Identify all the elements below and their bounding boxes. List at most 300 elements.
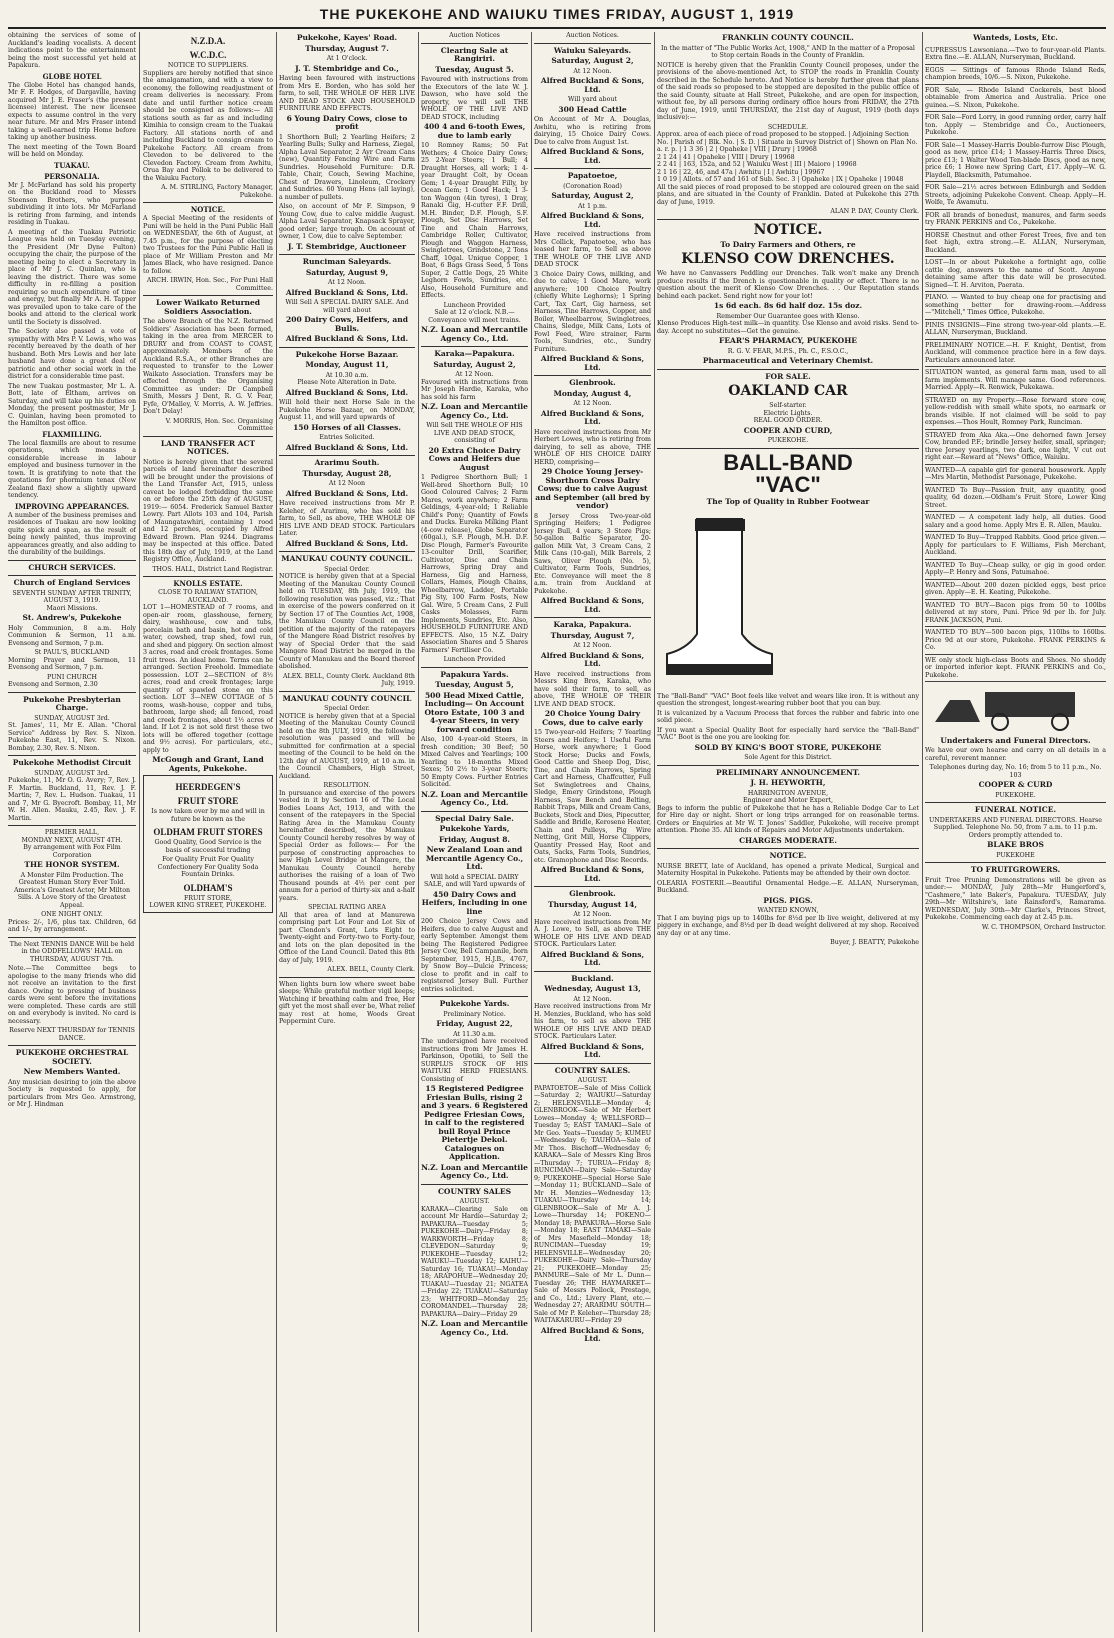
runciman-200: 200 Dairy Cows, Heifers, and Bulls.: [286, 315, 408, 333]
klenso-to: To Dairy Farmers and Others, re: [720, 239, 856, 249]
klenso-prices: 1s 6d each. 8s 6d half doz. 15s doz.: [713, 301, 863, 310]
divider: [8, 692, 136, 693]
rangiriri-sale: Sale at 12 o'clock. N.B.—Conveyance will meet trains.: [428, 309, 521, 324]
horse-note: Please Note Alteration in Date.: [297, 379, 397, 386]
divider: [421, 346, 528, 347]
land-transfer-heading: LAND TRANSFER ACT NOTICES.: [160, 438, 256, 456]
pukekohe-yards-heading: Pukekohe Yards,: [439, 824, 510, 833]
waiuku-date: Saturday, August 2,: [551, 56, 634, 65]
column-3: [279, 32, 415, 1632]
buckland-name: Alfred Buckland & Sons, Ltd.: [540, 1041, 645, 1059]
buckland-name: Alfred Buckland & Sons, Ltd.: [285, 488, 409, 498]
franklin-matter: In the matter of "The Public Works Act, 1908," AND In the matter of a Proposal to Stop certain Roads in the County of Franklin.: [661, 44, 915, 59]
schedule-header: Approx. area of each piece of road proposed to be stopped. | Adjoining Section No. | Parish of | Blk. No. | S. D. | Situate in Survey District of | Shown on Plan No.: [657, 131, 918, 146]
classified-ad: FOR all brands of bonedust, manures, and farm seeds try FRANK PERKINS and Co., Pukekohe.: [925, 210, 1106, 230]
column-divider: [531, 32, 532, 1632]
schedule-row: a. r. p. | 1 3 36 | 2 | Opaheke | VIII | Drury | 19968: [657, 146, 817, 153]
divider: [925, 802, 1106, 803]
presby-text: St. James', 11, Mr E. Allan. "Choral Service" Address by Rev. S. Nixon. Pukekohe East, 11, Rev. S. Nixon. Bombay, 2.30, Rev. S. Nixon.: [8, 722, 136, 752]
luncheon-text: Luncheon Provided: [443, 656, 506, 663]
standrews-text: Holy Communion, 8 a.m. Holy Communion & Sermon, 11 a.m. Evensong and Sermon, 7 p.m.: [8, 624, 136, 647]
divider: [279, 691, 415, 692]
column-divider: [654, 32, 655, 1632]
classified-ad: STRAYED from Aka Aka.—One dehorned fawn Jersey Cow, branded P.F.; brindle Jersey heifer, small, springer; three Jersey yearlings, two dark, one light, V cut out right ear.—Reward at "News" Office, Waiuku.: [925, 430, 1106, 465]
notice-heading: NOTICE.: [190, 205, 226, 214]
rangiriri-400: 400 4 and 6-tooth Ewes, due to lamb early: [423, 122, 526, 140]
classified-ad: WANTED—A capable girl for general housework. Apply—Mrs Martin, Methodist Parsonage, Pukekohe.: [925, 465, 1106, 485]
buckland-name: Alfred Buckland & Sons, Ltd.: [540, 354, 645, 372]
stpauls-text: Morning Prayer and Sermon, 11 Evensong and Sermon, 7 p.m.: [8, 656, 136, 671]
divider: [534, 375, 651, 376]
klenso-heading: [657, 252, 919, 267]
classified-ad: WANTED—About 200 dozen pickled eggs, best price given. Apply—E. H. Keating, Pukekohe.: [925, 580, 1106, 600]
honor-text: A Monster Film Production. The Greatest Human Story Ever Told. America's Greatest Actor, Mr Milton Sills. A Love Story of the Greatest Appeal.: [13, 871, 131, 909]
rating-area-heading: SPECIAL RATING AREA: [308, 904, 386, 911]
glenbrook-text: Have received instructions from Mr A. J. Lowe, to Sell, as above THE WHOLE OF HIS LIVE AND DEAD STOCK. Particulars Later.: [534, 918, 651, 948]
runciman-date: Saturday, August 9,: [305, 267, 389, 277]
divider: [657, 369, 919, 370]
suppliers-sub: NOTICE TO SUPPLIERS.: [167, 62, 249, 69]
pigs-text: That I am buying pigs up to 140lbs for 8½d per lb live weight, delivered at my piggery in exchange, and 8½d per lb dead weight delivered at my shop. Received any day or at any time.: [657, 914, 919, 937]
buckland-text: Have received instructions from Mr H. Menzies, Buckland, who has sold his farm, to sell as above THE WHOLE OF HIS LIVE AND DEAD STOCK. Particulars Later.: [534, 1003, 651, 1040]
town-board-text: The next meeting of the Town Board will be held on Monday.: [8, 143, 136, 158]
fear-town: PUKEKOHE: [806, 336, 857, 345]
pukekohe-yards-text: Will hold a SPECIAL DAIRY SALE, and will Yard upwards of: [423, 873, 525, 888]
kings-name: KING'S: [735, 742, 767, 752]
divider: [143, 295, 273, 296]
rangiriri-heading: Clearing Sale at Rangiriri.: [440, 45, 509, 63]
knolls-text: LOT 1—HOMESTEAD of 7 rooms, and open-air room, glasshouse, fernery, dairy, washhouse, cow and tubs, porcelain bath and basin, hot and cold water, cowshed, trap shed, fowl run, and shed and piggery. On section almost 3 acres, road and creek frontages. Some fruit trees. An ideal home. Terms can be arranged. Section Freehold. Immediate possession. LOT 2—SECTION of 8½ acres, road and creek frontages; large quantity of spawled stone on this section. LOT 3—NEW COTTAGE of 5 rooms, wash-house, copper and tubs, bathroom, large shed; all fenced, road and creek frontages, about 1½ acres of land. If Lot 2 is not sold first these two lots will be offered together (cottage and 9½ acres). For particulars, etc., apply to: [143, 604, 273, 754]
nzloan-name: N.Z. Loan and Mercantile Agency Co., Ltd.: [421, 1162, 528, 1180]
kayes-text: Having been favoured with instructions from Mrs E. Borden, who has sold her farm, to sell, THE WHOLE OF HER LIVE AND DEAD STOCK AND HOUSEHOLD FURNITURE AND EFFECTS.: [279, 75, 415, 112]
hearse-illustration: [925, 682, 1095, 732]
funeral-heading: FUNERAL NOTICE.: [974, 805, 1057, 814]
ararimu-text: Have received instructions from Mr P. Keleher, of Ararimu, who has sold his farm, to Sell, as above, THE WHOLE OF HIS LIVE AND DEAD STOCK. Particulars Later.: [279, 500, 415, 537]
classified-ad: HORSE Chestnut and other Forest Trees, five and ten feet high, extra strong.—E. ALLAN, Nurseryman, Buckland.: [925, 230, 1106, 258]
sold-by: SOLD BY: [694, 742, 733, 752]
karaka-text: Favoured with instructions from Mr Joseph Hardie, Karaka, who has sold his farm: [421, 378, 528, 401]
klenso-brand: KLENSO: [681, 251, 750, 267]
morris-signature: V. MORRIS, Hon. Sec. Organising Committee: [165, 417, 273, 432]
runciman-heading: Runciman Saleyards.: [302, 257, 392, 266]
charges-moderate: CHARGES MODERATE.: [739, 835, 837, 845]
oakland-feature: REAL GOOD ORDER.: [753, 417, 823, 424]
reserve-text: Reserve NEXT THURSDAY for TENNIS DANCE.: [9, 1027, 135, 1042]
buckland-name: Alfred Buckland & Sons, Ltd.: [540, 865, 645, 883]
intro-text: obtaining the services of some of Auckland's leading vocalists. A decent indications point to the entertainment being the most successful yet held at Papakura.: [8, 32, 136, 69]
classified-ad: FOR Sale—1 Massey-Harris Double-furrow Disc Plough, good as new, price £14; 1 Massey-Harris Three Discs, price £13; 1 Walter Wood Ten-blade Discs, good as new, price £6; 1 Howe new Spring Cart, £17. Apply—W. G. Playdell, Blacksmith, Patumahoe.: [925, 140, 1106, 183]
vac-top: The Top of Quality in Rubber Footwear: [706, 496, 870, 506]
standrews-heading: St. Andrew's, Pukekohe: [22, 613, 122, 622]
honor-heading: THE HONOR SYSTEM.: [24, 860, 120, 869]
schedule-row: 1 0 19 | Allots. of 57 and 161 of Sub. Sec. 3 | Opaheke | IX | Opaheke | 19048: [657, 176, 904, 183]
undertakers-phone: Telephones during day, No. 16; from 5 to 11 p.m., No. 103: [929, 764, 1102, 779]
papatoetoe-sub: (Coronation Road): [563, 182, 622, 190]
karaka-20: 20 Extra Choice Dairy Cows and Heifers due August: [428, 445, 521, 472]
fruitgrowers-text: Fruit Tree Pruning Demonstrations will be given as under:— MONDAY, July 28th—Mr Hungerford's, "Cashmere," late Baker's, Papakura. TUESDAY, July 29th—Mr Wiltshire's, late Rainsford's, Ramarama. WEDNESDAY, July 30th—Mr Clarke's, Princes Street, Pukekohe. Commencing each day at 2.45 p.m.: [925, 876, 1106, 921]
buckland-name: Alfred Buckland & Sons, Ltd.: [540, 147, 645, 165]
improving-heading: IMPROVING APPEARANCES.: [14, 501, 130, 511]
ararimu-date: Thursday, August 28,: [302, 468, 392, 478]
glenbrook-list: 8 Jersey Cross Two-year-old Springing Heifers; 1 Pedigree Jersey Bull, 4 years; 3 Store Pigs; 50-gallon Baltic Separator, 20-gallon Milk Vat, 3 Cream Cans, 2 Milk Cans (10-gal), Milk Barrels, 2 Saws, Oliver Plough (No. 5), Cultivator, Farm Tools, Sundries, Etc. Conveyance will meet the 8 a.m. train from Auckland at Pukekohe.: [534, 512, 651, 595]
flaxmilling-text: The local flaxmills are about to resume operations, which means a considerable increase in labour employed and business turnover in the town. It is gratifying to note that the quotations for phormium tenax (New Zealand flax) show a slightly upward tendency.: [8, 439, 136, 499]
land-transfer-text: Notice is hereby given that the several parcels of land hereinafter described will be brought under the provisions of the Land Transfer Act, 1915, unless caveat be lodged forbidding the same on or before the 25th day of AUGUST, 1919:— 6054. Frederick Samuel Baxter Lowry. Part Allots 103 and 104, Parish of Maungatawhiri, containing 1 rood and 12 perches, occupied by Alfred Edward Brown. Plan 9244. Diagrams may be inspected at this office. Dated this 18th day of July, 1919, at the Land Registry Office, Auckland.: [143, 458, 273, 563]
divider: [657, 848, 919, 849]
classified-ad: EGGS — Sittings of famous Rhode Island Reds, champion breeds, 10/6.—S. Nixon, Pukekohe.: [925, 65, 1106, 85]
papakura-500: 500 Head Mixed Cattle, Including— On Account Otoro Estate, 100 3 and 4-year Steers, in very forward condition: [424, 690, 525, 734]
nzloan-name: N.Z. Loan and Mercantile Agency Co., Ltd.: [421, 789, 528, 807]
fruitgrowers-heading: TO FRUITGROWERS.: [970, 865, 1061, 874]
country-sales-heading: COUNTRY SALES: [437, 1186, 512, 1196]
vac-heading: "VAC": [755, 471, 821, 497]
oldhams-sub: FRUIT STORE,: [183, 894, 233, 902]
buckland-name: Alfred Buckland & Sons, Ltd.: [540, 211, 645, 229]
classified-ad: WANTED To Buy—Passion fruit, any quantity, good quality, 6d dozen.—Oldham's Fruit Store, Lower King Street.: [925, 485, 1106, 513]
column-4: [421, 32, 528, 1632]
manukau-text: NOTICE is hereby given that at a Special Meeting of the Manukau County Council held on TUESDAY, 8th July, 1919, the following resolution was passed, viz.: That in exercise of the powers conferred on it by Section 17 of The Counties Act, 1908, the Manukau County Council on the petition of the majority of the ratepayers of the Mangere Road District resolves by way of Special Order that the said Mangere Road District be merged in the County of Manukau and the Board thereof abolished.: [279, 573, 415, 670]
fruit-store-heading: FRUIT STORE: [177, 796, 239, 806]
divider: [534, 886, 651, 887]
kings-store: BOOT STORE, PUKEKOHE: [768, 742, 882, 752]
divider: [8, 575, 136, 576]
presby-heading: Pukekohe Presbyterian Charge.: [23, 694, 121, 712]
day-signature: ALAN P. DAY, County Clerk.: [830, 208, 919, 215]
bell-signature: ALEX. BELL, County Clerk.: [327, 966, 415, 973]
flaxmilling-heading: FLAXMILLING.: [42, 429, 102, 439]
divider: [143, 202, 273, 203]
column-divider: [922, 32, 923, 1632]
divider: [8, 755, 136, 756]
auction-notices-heading: Auction Notices: [449, 32, 500, 39]
classified-ad: STRAYED on my Property.—Rose forward store cow, yellow-reddish with small white spots, no earmark or brands visible. If not claimed will be sold to pay expenses.—Thos Hoult, Romney Park, Runciman.: [925, 395, 1106, 430]
buckland-name: Alfred Buckland & Sons, Ltd.: [540, 650, 645, 668]
buckland-heading: Buckland.: [571, 973, 614, 983]
kayes-heading: Pukekohe, Kayes' Road.: [296, 33, 398, 42]
olearia-text: OLEARIA FOSTERII.—Beautiful Ornamental Hedge.—E. ALLAN, Nurseryman, Buckland.: [657, 879, 919, 894]
country-sales-month: AUGUST.: [459, 1198, 490, 1205]
waiuku-more: On Account of Mr A. Douglas, Awhitu, who is retiring from dairying, 15 Choice Dairy Cows. Due to calve from August 1st.: [534, 116, 651, 146]
karaka-20: 20 Choice Young Dairy Cows, due to calve early: [542, 709, 643, 727]
pigs-heading: PIGS. PIGS.: [763, 895, 813, 905]
vac-text: It is vulcanized by a Vacuum Process that forces the rubber and fabric into one solid piece.: [657, 709, 919, 724]
knolls-sub: CLOSE TO RAILWAY STATION, AUCKLAND.: [158, 589, 258, 604]
horse-time: At 10.30 a.m.: [325, 371, 369, 379]
horse-date: Monday, August 11,: [305, 360, 389, 369]
stembridge-name: J. T. Stembridge and Co.,: [295, 63, 399, 73]
rsa-text: The above Branch of the N.Z. Returned Soldiers' Association has been formed, taking in the area from MERCER to DRURY and from COAST to COAST, approximately. Members of the Auckland R.S.A., or other Branches are requested to transfer to the Lower Waikato Association. Transfers may be effected through the Organising Committee as under: Dr Campbell Smith, Messrs J Dent, R. G. V. Fear, Fyfe, O'Malley, V. Morris, A. W. Jeffries. Don't Delay!: [143, 318, 273, 415]
karaka-list: 15 Two-year-old Heifers; 7 Yearling Steers and Heifers; 1 Useful Farm Horse, work anywhere; 1 Good Stock Horse; Ducks and Fowls, Good Cattle and Sheep Dog, Disc, Tine, and Chain Harrows, Spring Cart and Harness, Chaffcutter, Full Set Swingletrees and Chains, Sledge, Emery Grindstone, Plough Harness, Saw Bench and Belting, Rabbit Traps, Milk and Cream Cans, Buckets, Stock and Dies, Pipecutter, Saddle and Bridle, Kerosene Heater, Chain and Pulleys, Pig Wire Netting, Grit Mill, Horse Clippers, Quantity Pressed Hay, Root and Oats, Sacks, Farm Tools, Sundries, etc. Gramophone and Disc Records.: [534, 729, 651, 864]
divider: [143, 436, 273, 437]
cooper-curd-name: COOPER & CURD: [978, 780, 1053, 789]
runciman-time: At 12 Noon.: [327, 279, 367, 286]
kayes-cows: 6 Young Dairy Cows, close to profit: [286, 113, 408, 131]
franklin-all: All the said pieces of road proposed to be stopped are coloured green on the said plans, and are situated in the County of Franklin. Dated at Pukekohe this 27th day of June, 1919.: [657, 183, 919, 206]
for-quality-text: For Quality Fruit For Quality Confectionery For Quality Soda Fountain Drinks.: [157, 856, 259, 878]
divider: [279, 977, 415, 978]
karaka-text-2: Will Sell THE WHOLE OF HIS LIVE AND DEAD STOCK, consisting of: [426, 422, 523, 444]
klenso-high: Klenso Produces High-test milk—in quantity. Use Klenso and avoid risks. Send to-day. Accept no substitutes—Get the genuine.: [657, 320, 919, 335]
manukau-heading: MANUKAU COUNTY COUNCIL.: [281, 554, 413, 563]
thompson-signature: W. C. THOMPSON, Orchard Instructor.: [981, 923, 1106, 931]
divider: [421, 811, 528, 812]
classified-ad: FOR Sale—Ford Lorry, in good running order, carry half ton. Apply — Stembridge and Co., Auctioneers, Pukekohe.: [925, 112, 1106, 140]
klenso-guarantee: Remember Our Guarantee goes with Klenso.: [716, 312, 860, 320]
coe-missions: Maori Missions.: [46, 604, 98, 612]
prelim-heading: PRELIMINARY ANNOUNCEMENT.: [715, 767, 861, 777]
buckland-date: Wednesday, August 13,: [544, 984, 641, 993]
divider: [534, 43, 651, 44]
column-7: [925, 32, 1106, 1632]
methodist-heading: Pukekohe Methodist Circuit: [12, 758, 132, 767]
buckland-name: Alfred Buckland & Sons, Ltd.: [540, 949, 645, 967]
classified-ad: WANTED TO BUY—Bacon pigs from 50 to 100lbs delivered at my store, Puni. Price 9d per lb. for July. FRANK JACKSON, Puni.: [925, 600, 1106, 628]
karaka-date: Saturday, August 2,: [433, 359, 516, 369]
cooper-town: PUKEKOHE.: [995, 791, 1036, 799]
kings-heading: [657, 744, 919, 753]
divider: [8, 560, 136, 561]
kayes-time: At 1 O'clock.: [326, 55, 368, 62]
ballband-heading: BALL-BAND: [723, 449, 853, 475]
rating-area-text: All that area of land at Manurewa comprising part Lot Four and Lot Six of part Clendon's Grant, Lots Eight to Twenty-eight and Forty-two to Forty-four, and lots on the plan deposited in the Office of the Land Council. Dated this 8th day of July, 1919.: [279, 911, 415, 964]
knolls-heading: KNOLLS ESTATE.: [173, 579, 243, 588]
buckland-name: Alfred Buckland & Sons, Ltd.: [285, 387, 409, 397]
classified-ad: WANTED TO BUY—500 bacon pigs, 110lbs to 160lbs. Price 9d at our store, Pukekohe. FRANK PERKINS & Co.: [925, 627, 1106, 655]
horse-text: Will hold their next Horse Sale in the Pukekohe Horse Bazaar, on MONDAY, August 11, and will yard upwards of: [279, 399, 415, 421]
nzloan-full-name: New Zealand Loan and Mercantile Agency Co., Ltd.: [425, 845, 524, 871]
divider: [8, 1045, 136, 1046]
fear-sub: R. G. V. FEAR, M.P.S., Ph. C., F.S.O.C.,: [727, 347, 849, 355]
ararimu-heading: Ararimu South.: [314, 458, 380, 467]
undertakers-heading: Undertakers and Funeral Directors.: [940, 735, 1091, 745]
divider: [279, 455, 415, 456]
divider: [279, 347, 415, 348]
entries-text: Entries Solicited.: [319, 434, 375, 441]
glenbrook-text: Have received instructions from Mr Herbert Lowes, who is retiring from dairying, to sell as above, THE WHOLE OF HIS CHOICE DAIRY HERD, comprising—: [534, 428, 651, 466]
auction-notices-heading: Auction Notices.: [566, 32, 619, 39]
personalia-text: Mr J. McFarland has sold his property on the Buckland road to Messrs Steenson Brothers, who purpose subdividing it into lots. Mr McFarland is retiring from farming, and intends residing in Tuakau.: [8, 181, 136, 226]
stirling-signature: A. M. STIRLING, Factory Manager, Pukekohe.: [161, 184, 273, 199]
resolution-heading: RESOLUTION.: [323, 782, 371, 789]
resolution-text: In pursuance and exercise of the powers vested in it by Section 16 of The Local Bodies Loans Act, 1913, and with the consent of the ratepayers in the Special Rating Area in the Manukau County hereinafter described, the Manukau County Council hereby resolves by way of Special Order as follows:— For the purpose of constructing approaches to new High Level Bridge at Mangere, the Manukau County Council hereby authorises the raising of a loan of Two Thousand pounds at 4½ per cent per annum for a period of thirty-six and a-half years.: [279, 789, 415, 902]
country-sales-list: PAPATOETOE—Sale of Miss Collick—Saturday 2; WAIUKU—Saturday 2; HELENSVILLE—Monday 4; GLENBROOK—Sale of Mr Herbert Lowes—Monday 4; WELLSFORD—Tuesday 5; EAST TAMAKI—Sale of Mr Geo. Yeats—Tuesday 5; KUMEU—Wednesday 6; TAUHOA—Sale of Mr Thos. Bischoff—Wednesday 6; KARAKA—Sale of Messrs King Bros—Thursday 7; TURUA—Friday 8; RUNCIMAN—Dairy Sale—Saturday 9; PUKEKOHE—Special Horse Sale—Monday 11; BUCKLAND—Sale of Mr H. Menzies—Wednesday 13; TUAKAU—Thursday 14; GLENBROOK—Sale of Mr A. J. Lowe—Thursday 14; POKENO—Monday 18; PAPAKURA—Horse Sale—Monday 18; EAST TAMAKI—Sale of Mrs Masefield—Monday 18; RUNCIMAN—Tuesday 19; HELENSVILLE—Wednesday 20; PUKEKOHE—Dairy Sale—Thursday 21; PUKEKOHE—Monday 25; PANMURE—Sale of Mr L. Dunn—Tuesday 26; THE HAYMARKET—Sale of Messrs Pollock, Prestage, and Co., Ltd.; Livery Plant, etc.—Wednesday 27; ARARIMU SOUTH—Sale of Mr P. Keleher—Thursday 28; WAITAKARURU—Friday 29: [534, 1084, 651, 1324]
orchestral-text: Any musician desiring to join the above Society is requested to apply, for particulars from Mrs Geo. Armstrong, or Mr J. Hindman: [8, 1078, 136, 1108]
irwin-signature: ARCH. IRWIN, Hon. Sec., For Puni Hall Committee.: [146, 277, 273, 292]
classified-ad: WANTED — A competent lady help, all duties. Good salary and a good home. Apply Mrs E. R. Allen, Mauku.: [925, 512, 1106, 532]
divider: [657, 219, 919, 220]
one-night: ONE NIGHT ONLY.: [41, 911, 103, 918]
papatoetoe-date: Saturday, August 2,: [551, 191, 634, 200]
glenbrook-date: Monday, August 4,: [553, 388, 632, 398]
vac-text: The "Ball-Band" "VAC" Boot feels like velvet and wears like iron. It is without any question the strongest, longest-wearing rubber boot that you can buy.: [657, 692, 919, 707]
pukekohe-yards-date: Friday, August 22,: [436, 1019, 513, 1028]
pukekohe-yards-time: At 11.30 a.m.: [453, 1030, 496, 1038]
manukau-heading: MANUKAU COUNTY COUNCIL: [282, 693, 412, 703]
puni-text: Evensong and Sermon, 2.30: [8, 681, 98, 688]
hall-signature: THOS. HALL, District Land Registrar.: [152, 565, 273, 573]
buckland-time: At 12 Noon.: [573, 995, 612, 1003]
blake-town: PUKEKOHE: [996, 851, 1035, 859]
glenbrook-heading: Glenbrook.: [569, 889, 616, 898]
divider: [421, 667, 528, 668]
waiuku-heading: Waiuku Saleyards.: [553, 45, 632, 55]
classified-ad: WANTED To Buy—Cheap sulky, or gig in good order. Apply—P. Henry and Sons, Patumahoe.: [925, 560, 1106, 580]
franklin-text: NOTICE is hereby given that the Franklin County Council proposes, under the provisions of the above-mentioned Act, to STOP the roads in Franklin County described in the Schedule hereto. And Notice is hereby further given that plans of the said roads so proposed to be stopped are deposited in the public office of the said County, situate at Hall Street, Pukekohe, and are open for inspection, without fee, by all persons during ordinary office hours from FRIDAY, the 27th day of June, 1919, until THURSDAY, the 21st day of August, 1919 (both days inclusive):—: [657, 61, 919, 121]
divider: [8, 825, 136, 826]
classified-ad: CUPRESSUS Lawsoniana.—Two to four-year-old Plants. Extra fine.—E. ALLAN, Nurseryman, Buckland.: [925, 45, 1106, 65]
good-quality-text: Good Quality, Good Service is the basis of successful trading: [154, 839, 262, 854]
divider: [8, 937, 136, 938]
oldhams-heading: OLDHAM'S: [183, 882, 233, 893]
masthead-rule: [8, 27, 1106, 29]
column-1: [8, 32, 136, 1632]
wcdc-heading: W.C.D.C.: [189, 50, 227, 60]
classified-ad: PIANO. — Wanted to buy cheap one for practising and something better for drawing-room.—Address—"Mitchell," Times Office, Pukekohe.: [925, 292, 1106, 320]
pigs-wanted: WANTED KNOWN,: [757, 907, 819, 914]
peppermint-poem: When lights burn low where sweet babe sleeps; While grateful mother vigil keeps; Watching if breathing calm and free, Her gift yet the most shall ever be, What relief may rest at home, Woods Great Peppermint Cure.: [279, 980, 415, 1025]
wanted-heading: Wanteds, Losts, Etc.: [973, 33, 1058, 42]
buckland-name: Alfred Buckland & Sons, Ltd.: [540, 76, 645, 94]
oldham-stores-heading: OLDHAM FRUIT STORES: [153, 827, 263, 837]
oakland-heading: OAKLAND CAR: [728, 383, 848, 399]
pukekohe-yards-text: The undersigned have received instructions from Mr James H. Parkinson, Opotiki, to Sell the SURPLUS STOCK OF HIS WAITUKI HERD FRIESIANS. Consisting of: [421, 1038, 528, 1083]
divider: [657, 448, 919, 449]
premier-date: MONDAY NEXT, AUGUST 4TH.: [21, 836, 123, 844]
heerdegen-heading: HEERDEGEN'S: [175, 782, 241, 792]
special-dairy-heading: Special Dairy Sale.: [435, 813, 514, 823]
preliminary-notice: Preliminary Notice.: [443, 1010, 506, 1018]
glenbrook-time: At 12 Noon.: [573, 911, 612, 918]
divider: [279, 551, 415, 552]
classified-ad: LOST—In or about Pukekohe a fortnight ago, collie cattle dog, answers to the name of Scott. Anyone detaining same after this date will be prosecuted. Signed—T. H. Arviton, Paerata.: [925, 257, 1106, 292]
premier-heading: PREMIER HALL,: [44, 829, 100, 836]
nurse-text: NURSE BRETT, late of Auckland, has opened a private Medical, Surgical and Maternity Hospital in Pukekohe. Patients may be attended by their own doctor.: [657, 862, 919, 877]
luncheon-text: Luncheon Provided: [443, 301, 506, 309]
cooper-curd-name: COOPER AND CURD,: [743, 425, 833, 435]
waiuku-300: 300 Head Cattle: [558, 104, 627, 114]
divider: [421, 996, 528, 997]
orchestral-sub: New Members Wanted.: [23, 1067, 121, 1076]
sympathy-text: The Society also passed a vote of sympathy with Mrs P. V. Lewis, who was recently bereaved by the death of her husband. Both Mrs Lewis and her late husband have done a great deal of patriotic and other social work in the district for a considerable time past.: [8, 328, 136, 380]
nzloan-name: N.Z. Loan and Mercantile Agency Co., Ltd.: [421, 402, 528, 420]
masthead: THE PUKEKOHE AND WAIUKU TIMES FRIDAY, AUGUST 1, 1919: [319, 6, 795, 22]
classified-ad: WANTED To Buy—Trapped Rabbits. Good price given.—Apply for particulars to F. Williams, Fish Merchant, Auckland.: [925, 532, 1106, 560]
karaka-time: At 12 Noon.: [455, 371, 494, 378]
tennis-note: Note.—The Committee begs to apologise to the many friends who did not receive an invitation to the first dance. Owing to pressing of business cards were sent before the invitations were completed. These cards are still on and everybody is invited. No card is necessary.: [8, 965, 136, 1025]
buckland-name: Alfred Buckland & Sons, Ltd.: [285, 538, 409, 548]
kings-agent: Sole Agent for this District.: [744, 754, 832, 761]
divider: [534, 1063, 651, 1064]
waiuku-text: Will yard about: [568, 96, 617, 103]
column-5: [534, 32, 651, 1632]
classified-ad: PRELIMINARY NOTICE.—H. F. Knight, Dentist, from Auckland, will commence practice here in a few days. Particulars announced later.: [925, 340, 1106, 368]
country-sales-list: KARAKA—Clearing Sale on account Mr Hardie—Saturday 2; PAPAKURA—Tuesday 5; PUKEKOHE—Dairy—Friday 8; WARKWORTH—Friday 8; CLEVEDON—Saturday 9; PUKEKOHE—Tuesday 12; WAIUKU—Tuesday 12; KAIHU—Saturday 16; TUAKAU—Monday 18; ARAPOHUE—Wednesday 20; TUAKAU—Tuesday 21; NGATEA—Friday 22; TUAKAU—Saturday 23; WHITFORD—Monday 25; COROMANDEL—Thursday 28; PAPAKURA—Dairy—Friday 29: [421, 1205, 528, 1318]
klenso-product: COW DRENCHES.: [753, 251, 895, 267]
rsa-heading: Lower Waikato Returned Soldiers Association.: [155, 298, 261, 316]
karaka-date: Thursday, August 7,: [550, 630, 635, 640]
kayes-also: Also, on account of Mr F. Simpson, 9 Young Cow, due to calve middle August. Alpha Laval Separator, Knapsack Sprayer, good order; large trough. On account of owner, 1 Cow, due to calve September.: [279, 203, 415, 240]
prices-text: Prices: 2/-, 1/6, plus tax. Children, 6d and 1/-, by arrangement.: [8, 918, 136, 933]
rangiriri-list: 10 Romney Rams; 50 Fat Wethers; 4 Choice Dairy Cows; 25 2-Year Steers; 1 Bull; 4 Draught Horses, all work; 1 4-year Draught Colt, by Ocean Gem; 1 4-year Draught Filly, by Ocean Gem; 1 Good Hack; 1 3-ton Waggon (4in tyres), 1 Dray, Ranaki Gig, H-cutter F.F. Drill, M.H. Binder, D.F. Plough, S.F. Plough, Set Disc Harrows, Set Tine and Chain Harrows, Cambridge Roller, Cultivator, Plough and Waggon Harness, Swingletrees, Grindstone, 2 Tons Chaff, 10gal. Unique Copper, 1 Boat, 6 Bags Grass Seed, 5 Tons Super, 2 Cattle Dogs, 25 White Leghorn Fowls, Sundries, etc. Also, Household Furniture and Effects.: [421, 142, 528, 299]
oldhams-address: LOWER KING STREET, PUKEKOHE.: [149, 902, 267, 909]
church-heading: CHURCH SERVICES.: [28, 562, 116, 572]
glenbrook-heading: Glenbrook.: [569, 378, 616, 387]
vac-text: If you want a Special Quality Boot for especially hard service the "Ball-Band" "VAC" Boot is the one you are looking for.: [657, 726, 919, 741]
suppliers-text: Suppliers are hereby notified that since the amalgamation, and with a view to economy, the following readjustment of cream deliveries is necessary. From date and until further notice cream should be consigned as follows:— All stations south as far as and including Kimihia to consign cream to the Tuakau Factory. All stations north of and including Buckland to consign cream to Pukekohe Factory. All cream from Clevedon to be delivered to the Clevedon Factory. Cream from Awhitu, Orua Bay and Pollok to be delivered to the Waiuku Factory.: [143, 69, 273, 182]
divider: [534, 617, 651, 618]
manukau-text: NOTICE is hereby given that at a Special Meeting of the Manukau County Council held on the 8th JULY, 1919, the following resolution was passed and will be submitted for confirmation at a special meeting of the Council to be held on the 12th day of AUGUST, 1919, at 10 a.m. in the Council Chambers, High Street, Auckland.: [279, 712, 415, 780]
karaka-heading: Karaka—Papakura.: [434, 349, 515, 358]
globe-hotel-heading: GLOBE HOTEL: [42, 71, 102, 81]
heyworth-text: Begs to inform the public of Pukekohe that he has a Reliable Dodge Car to Let for Hire day or night. Short or long trips arranged for on reasonable terms. Orders or Enquiries at Mr W. T. Jones' Saddler, Pukekohe, will receive prompt attention. Phone 35. All kinds of Repairs and Motor Adjustments undertaken.: [657, 804, 919, 834]
bell-signature: ALEX. BELL, County Clerk. Auckland 8th July, 1919.: [283, 672, 415, 687]
divider: [534, 971, 651, 972]
heyworth-address: HARRINGTON AVENUE,: [747, 789, 829, 797]
tuakau-heading: TUAKAU.: [54, 160, 90, 170]
pukekohe-yards-date: Friday, August 8.: [438, 834, 511, 844]
buckland-name: Alfred Buckland & Sons, Ltd.: [540, 596, 645, 614]
stembridge-auctioneer: J. T. Stembridge, Auctioneer: [287, 241, 407, 251]
manukau-special-order: Special Order.: [324, 705, 370, 712]
cooper-town: PUKEKOHE.: [767, 437, 809, 444]
heyworth-name: J. H. HEYWORTH,: [750, 778, 826, 787]
orchestral-heading: PUKEKOHE ORCHESTRAL SOCIETY.: [15, 1048, 129, 1066]
glenbrook-29: 29 Choice Young Jersey-Shorthorn Cross Dairy Cows; due to calve August and September (all bred by vendor): [535, 467, 650, 510]
oakland-feature: Electric Lights.: [763, 409, 813, 417]
fear-title: FEAR'S PHARMACY,: [719, 336, 805, 345]
pukekohe-yards-list: 200 Choice Jersey Cows and Heifers, due to calve August and early September. Amongst them being The Registered Pedigree Jersey Cow, Bell Campanile, born September, 1915, H.J.B., 4767, by Snow Boy—Dulcie Princess; close to profit and in calf to registered Jersey Bull. Further entries solicited.: [421, 918, 528, 993]
rangiriri-date: Tuesday, August 5.: [435, 64, 514, 74]
methodist-date: SUNDAY, AUGUST 3rd.: [34, 769, 110, 777]
coe-date: SEVENTH SUNDAY AFTER TRINITY, AUGUST 3, 1919.: [12, 589, 132, 604]
patriotic-text: A meeting of the Tuakau Patriotic League was held on Tuesday evening, the President (Mr Dyne Fulton) occupying the chair, the purpose of the meeting being to elect a Secretary in place of Mr J. C. Quinlan, who is leaving the district. There was some difficulty in re-filling a position requiring so much expenditure of time and energy, but finally Mr A. H. Tapper was prevailed upon to take care of the books and attend to the clerical work until the Society is dissolved.: [8, 228, 136, 326]
methodist-text: Pukekohe, 11, Mr O. G. Avery; 7, Rev. J. F. Martin. Buckland, 11, Rev. J. F. Martin; 7, Rev. L. Hudson. Tuakau, 11 and 7, Mr G. Byecroft. Bombay, 11, Mr W. H. Allen. Mauku, 2.45, Rev. J. F. Martin.: [8, 777, 136, 822]
schedule-row: 2 1 16 | 22, 46, and 47a | Awhitu | I | Awhitu | 19967: [657, 168, 825, 176]
divider: [534, 168, 651, 169]
divider: [143, 576, 273, 577]
ararimu-time: At 12 Noon: [328, 480, 366, 487]
improving-text: A number of the business premises and residences of Tuakau are now looking quite spick and span, as the result of being newly painted, thus improving appearances greatly, and also adding to the durability of the buildings.: [8, 511, 136, 556]
manukau-special-order: Special Order.: [324, 565, 370, 573]
presby-date: SUNDAY, AUGUST 3rd.: [34, 714, 110, 722]
nzloan-name: N.Z. Loan and Mercantile Agency Co., Ltd.: [421, 1319, 528, 1337]
glenbrook-time: At 12 Noon.: [573, 400, 612, 407]
nzloan-name: N.Z. Loan and Mercantile Agency Co., Ltd.: [421, 325, 528, 343]
pukekohe-yards-450: 450 Dairy Cows and Heifers, Including in one line: [421, 889, 528, 916]
blake-name: BLAKE BROS: [987, 840, 1044, 849]
column-6: [657, 32, 919, 1632]
franklin-heading: FRANKLIN COUNTY COUNCIL.: [722, 33, 854, 42]
coe-heading: Church of England Services: [13, 578, 131, 587]
tennis-text: The Next TENNIS DANCE Will be held in the ODDFELLOWS' HALL on THURSDAY, AUGUST 7th.: [9, 940, 135, 963]
glenbrook-date: Thursday, August 14,: [548, 899, 637, 909]
column-divider: [139, 32, 140, 1632]
column-divider: [418, 32, 419, 1632]
country-sales-heading: COUNTRY SALES.: [554, 1065, 631, 1075]
puni-heading: PUNI CHURCH: [46, 673, 98, 681]
waiuku-time: At 12 Noon.: [573, 67, 612, 75]
pukekohe-yards-heading: Pukekohe Yards.: [439, 999, 510, 1008]
classified-ad: FOR Sale, — Rhode Island Cockerels, best blood obtainable from America and Australia. Price one guinea.—S. Nixon, Pukekohe.: [925, 85, 1106, 113]
rangiriri-text: Favoured with instructions from the Executors of the late W. J. Dawson, who have sold the property, we will sell THE WHOLE OF THE LIVE AND DEAD STOCK, including: [421, 76, 528, 121]
fear-desc: Pharmaceutical and Veterinary Chemist.: [702, 356, 874, 365]
heyworth-role: Engineer and Motor Expert,: [742, 797, 834, 804]
beatty-signature: Buyer, J. BEATTY, Pukekohe: [830, 939, 919, 946]
runciman-text: Will Sell A SPECIAL DAIRY SALE. And will yard about: [285, 299, 409, 314]
friesian-15: 15 Registered Pedigree Friesian Bulls, rising 2 and 3 years. 6 Registered Pedigree Friesian Cows, in calf to the registered bull Royal Prince Pietertje Dekol. Catalogues on Application.: [421, 1084, 528, 1161]
papakura-date: Tuesday, August 5,: [435, 680, 514, 689]
papatoetoe-text: Have received instructions from Mrs Collick, Papatoetoe, who has leased her farm, to Sell as above THE WHOLE OF THE LIVE AND DEAD STOCK: [534, 231, 651, 268]
fear-heading: [657, 337, 919, 346]
